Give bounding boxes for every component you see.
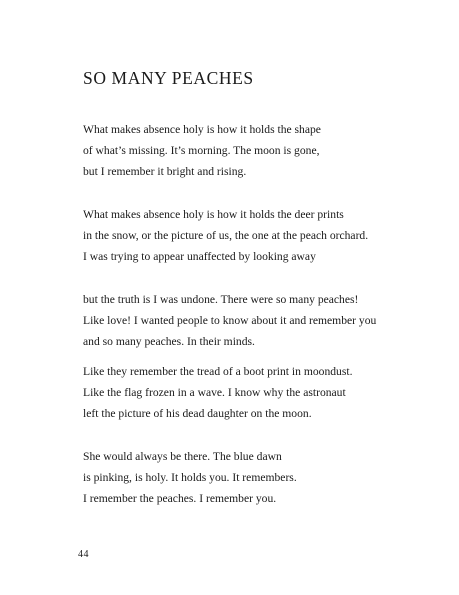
poem-line: I remember the peaches. I remember you. <box>83 492 277 505</box>
page-number: 44 <box>78 549 89 560</box>
poem-line: in the snow, or the picture of us, the one at the peach orchard. <box>83 229 369 242</box>
poem-line: She would always be there. The blue dawn <box>83 450 282 463</box>
stanza-3 <box>83 289 376 352</box>
poem-line: Like love! I wanted people to know about it and remember you <box>83 314 377 327</box>
stanza-4 <box>83 361 352 424</box>
poem-line: What makes absence holy is how it holds the shape <box>83 123 321 136</box>
poem-line: Like they remember the tread of a boot print in moondust. <box>83 365 353 378</box>
poem-line: What makes absence holy is how it holds the deer prints <box>83 208 344 221</box>
poem-line: left the picture of his dead daughter on the moon. <box>83 407 312 420</box>
stanza-1 <box>83 119 321 182</box>
poem-line: but I remember it bright and rising. <box>83 165 247 178</box>
stanza-2 <box>83 204 368 267</box>
poem-title: SO MANY PEACHES <box>83 68 254 88</box>
poem-line: I was trying to appear unaffected by looking away <box>83 250 316 263</box>
poem-line: of what’s missing. It’s morning. The moon is gone, <box>83 144 320 157</box>
poem-line: is pinking, is holy. It holds you. It remembers. <box>83 471 297 484</box>
stanza-5 <box>83 446 297 509</box>
poem-line: but the truth is I was undone. There were so many peaches! <box>83 293 359 306</box>
poem-line: and so many peaches. In their minds. <box>83 335 255 348</box>
poem-line: Like the flag frozen in a wave. I know why the astronaut <box>83 386 346 399</box>
